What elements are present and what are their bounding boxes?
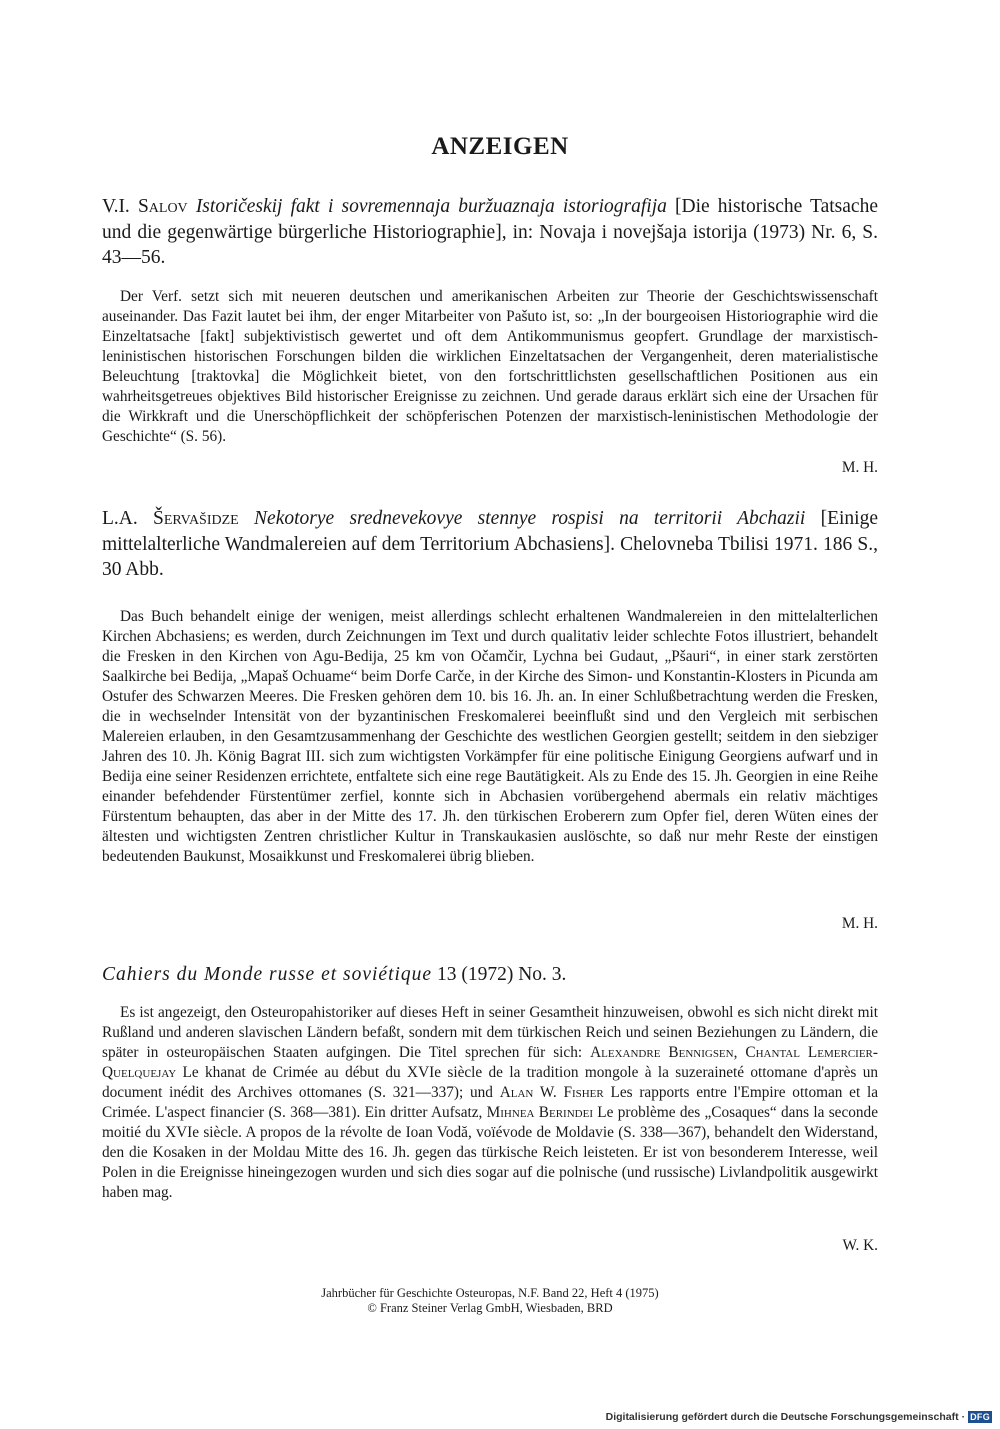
entry-heading-1 xyxy=(102,194,878,271)
entry-title: Istoričeskij fakt i sovremennaja buržuaznaja istoriografija xyxy=(195,196,667,217)
entry-author: L.A. Šervašidze xyxy=(102,508,239,529)
entry-signature-3: W. K. xyxy=(842,1237,878,1254)
footer-line-journal: Jahrbücher für Geschichte Osteuropas, N.F. Band 22, Heft 4 (1975) xyxy=(321,1286,659,1300)
entry-title: Nekotorye srednevekovye stennye rospisi na territorii Abchazii xyxy=(254,508,806,529)
entry-body-1: Der Verf. setzt sich mit neueren deutschen und amerikanischen Arbeiten zur Theorie der Geschichtswissenschaft auseinander. Das Fazit lautet bei ihm, der enger Mitarbeiter von Pašuto ist, so: „In der bourgeoisen Historiographie wird die Einzeltatsache [fakt] subjektivistisch gewertet und oft dem Antikommunismus geopfert. Grundlage der marxistisch-leninistischen historischen Forschungen bilden die wirklichen Einzeltatsachen der Vergangenheit, deren materialistische Beleuchtung [traktovka] die Möglichkeit bietet, von den fortschrittlichsten gesellschaftlichen Positionen aus ein wahrheitsgetreues objektives Bild historischer Ereignisse zu zeichnen. Und gerade daraus erklärt sich eine der Ursachen für die Wirkkraft und die Unerschöpflichkeit der schöpferischen Potenzen der marxistisch-leninistischen Methodologie der Geschichte“ (S. 56). xyxy=(102,288,878,445)
entry-body-2: Das Buch behandelt einige der wenigen, meist allerdings schlecht erhaltenen Wandmalereien in den mittelalterlichen Kirchen Abchasiens; es werden, durch Zeichnungen im Text und durch qualitativ leider schlechte Fotos illustriert, behandelt die Fresken in den Kirchen von Agu-Bedija, 25 km von Očamčir, Lychna bei Gudaut, „Pšauri“, in einer stark zerstörten Saalkirche bei Bedija, „Mapaš Ochuame“ beim Dorfe Carče, in der Kirche des Simon- und Konstantin-Klosters in Picunda am Ostufer des Schwarzen Meeres. Die Fresken gehören dem 10. bis 16. Jh. an. In einer Schlußbetrachtung werden die Fresken, die in wechselnder Intensität von der byzantinischen Freskomalerei beeinflußt sind und den Vergleich mit serbischen Malereien erlauben, in den Gesamtzusammenhang der Geschichte des westlichen Georgien gestellt; seitdem in den siebziger Jahren des 10. Jh. König Bagrat III. sich zum wichtigsten Vorkämpfer für eine politische Einigung Georgiens aufwarf und in Bedija eine seiner Residenzen errichtete, entfaltete sich eine rege Bautätigkeit. Als zu Ende des 15. Jh. Georgien in eine Reihe einander befehdender Fürstentümer zerfiel, konnte sich in Abchasien vorübergehend abermals ein relativ mächtiges Fürstentum behaupten, das aber in der Mitte des 17. Jh. den türkischen Eroberern zum Opfer fiel, deren Wüten eines der ältesten und wichtigsten Zentren christlicher Kultur in Transkaukasien auslöschte, so daß nur mehr Reste der einstigen bedeutenden Baukunst, Mosaikkunst und Freskomalerei übrig blieben. xyxy=(102,608,878,865)
entry-citation: [Einige mittelalterliche Wandmalereien auf dem Territorium Abchasiens]. Chelovneba Tbilisi 1971. 186 S., 30 Abb. xyxy=(102,508,879,580)
entry-heading-2 xyxy=(102,506,878,583)
author-name: Alan W. Fisher xyxy=(499,1084,604,1101)
page-title: ANZEIGEN xyxy=(431,133,569,160)
footer-line-copyright: © Franz Steiner Verlag GmbH, Wiesbaden, BRD xyxy=(367,1301,613,1315)
dfg-logo: DFG xyxy=(970,1412,990,1422)
dfg-credit: Digitalisierung gefördert durch die Deutsche Forschungsgemeinschaft · DFG xyxy=(605,1411,990,1423)
dfg-credit-text: Digitalisierung gefördert durch die Deutsche Forschungsgemeinschaft xyxy=(605,1411,959,1423)
entry-body-3 xyxy=(102,1003,878,1203)
journal-footer xyxy=(0,1286,980,1316)
entry-author: V.I. Salov xyxy=(102,196,188,217)
entry-heading-3 xyxy=(102,962,878,988)
body-text: Es ist angezeigt, den Osteuropahistoriker auf dieses Heft in seiner Gesamtheit hinzuweisen, obwohl es sich nicht direkt mit Rußland und anderen slavischen Ländern befaßt, sondern mit dem türkischen Reich und seinen Beziehungen zu Ländern, die später in osteuropäischen Staaten aufgingen. Die Titel sprechen für sich: xyxy=(102,1004,878,1061)
author-name: Alexandre Bennigsen, Chantal Lemercier-Quelquejay xyxy=(102,1044,878,1081)
body-text: Le problème des „Cosaques“ dans la seconde moitié du XVIe siècle. A propos de la révolte de Ioan Vodă, voïévode de Moldavie (S. 338—367), behandelt den Widerstand, den die Kosaken in der Moldau Mitte des 16. Jh. gegen das türkische Reich leisteten. Er ist von besonderem Interesse, weil Polen in die Ereignisse hineingezogen wurden und sich dies sogar auf die polnische (und russische) Livlandpolitik ausgewirkt haben mag. xyxy=(102,1104,878,1201)
entry-title: Cahiers du Monde russe et soviétique xyxy=(102,964,433,985)
entry-signature-2: M. H. xyxy=(841,915,878,932)
body-text: Les rapports entre l'Empire ottoman et la Crimée. L'aspect financier (S. 368—381). Ein dritter Aufsatz, xyxy=(102,1084,879,1121)
body-text: Le khanat de Crimée au début du XVIe siècle de la tradition mongole à la suzeraineté ottomane d'après un document inédit des Archives ottomanes (S. 321—337); und xyxy=(102,1064,878,1101)
entry-citation: 13 (1972) No. 3. xyxy=(432,964,567,985)
entry-signature-1: M. H. xyxy=(841,459,878,476)
entry-citation: [Die historische Tatsache und die gegenwärtige bürgerliche Historiographie], in: Novaja i novejšaja istorija (1973) Nr. 6, S. 43—56. xyxy=(102,196,878,268)
author-name: Mihnea Berindei xyxy=(486,1104,593,1121)
